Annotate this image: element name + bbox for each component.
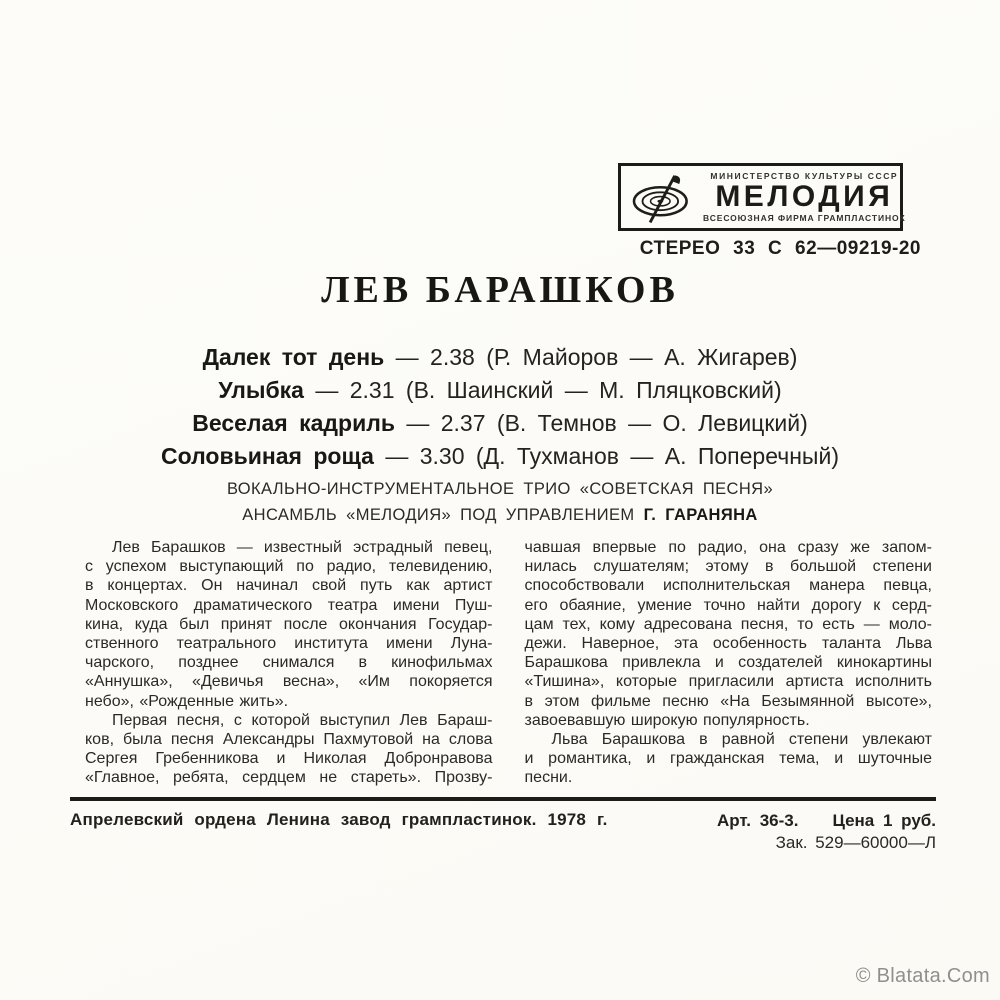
track-line xyxy=(0,407,1000,440)
track-details: — 2.38 (Р. Майоров — А. Жигарев) xyxy=(384,344,798,370)
art-price-line xyxy=(717,810,936,832)
article-line: «Тишина», которые пригласили артиста исполнить xyxy=(524,673,932,691)
imprint-codes xyxy=(717,810,936,854)
article-line: чарского, позднее снимался в кинофильмах xyxy=(85,654,493,672)
article-line: ственного театрального института имени Луна- xyxy=(85,635,493,653)
article-line: завоевавшую широкую популярность. xyxy=(524,711,810,729)
credit-line: ВОКАЛЬНО-ИНСТРУМЕНТАЛЬНОЕ ТРИО «СОВЕТСКАЯ ПЕСНЯ» xyxy=(226,480,774,498)
article-line: цам тех, кому адресована песня, то есть — моло- xyxy=(524,615,932,633)
track-title: Соловьиная роща xyxy=(161,443,374,469)
track-line xyxy=(0,440,1000,473)
article-line: дежи. Наверное, эта особенность таланта Льва xyxy=(524,635,932,653)
publisher-block xyxy=(618,163,921,260)
performer-credits xyxy=(0,476,1000,528)
article-line: Первая песня, с которой выступил Лев Бараш- xyxy=(112,711,493,729)
track-title: Веселая кадриль xyxy=(192,410,395,436)
art-number: Арт. 36-3. xyxy=(716,811,799,830)
order-number: Зак. 529—60000—Л xyxy=(775,833,936,852)
article-line: способствовали исполнительская манера певца, xyxy=(524,577,932,595)
credit-line xyxy=(0,502,1000,528)
article-line: Сергея Гребенникова и Николая Добронравова xyxy=(85,750,493,768)
article-column-right xyxy=(525,538,933,788)
article-line: «Аннушка», «Девичья весна», «Им покоряется xyxy=(85,673,493,691)
watermark: © Blatata.Com xyxy=(855,965,990,987)
article-line: нилась слушателям; этому в большой степени xyxy=(524,558,932,576)
article-line: с успехом выступающий по радио, телевидению, xyxy=(85,558,493,576)
article-column-left xyxy=(85,538,493,788)
article-line: Московского драматического театра имени Пуш- xyxy=(85,596,493,614)
track-title: Улыбка xyxy=(218,377,304,403)
article-line: Льва Барашкова в равной степени увлекают xyxy=(551,731,932,749)
track-title: Далек тот день xyxy=(202,344,385,370)
article-line: кина, куда был принят после окончания Государ- xyxy=(85,615,493,633)
liner-notes xyxy=(85,538,932,788)
ministry-label: МИНИСТЕРСТВО КУЛЬТУРЫ СССР xyxy=(710,171,899,181)
track-line xyxy=(0,374,1000,407)
article-line: в этом фильме песню «На Безымянной высоте», xyxy=(524,692,932,710)
article-line: в концертах. Он начинал свой путь как артист xyxy=(85,577,493,595)
credit-ensemble: АНСАМБЛЬ «МЕЛОДИЯ» ПОД УПРАВЛЕНИЕМ xyxy=(242,506,635,524)
article-line: чавшая впервые по радио, она сразу же запом- xyxy=(524,539,932,556)
article-line: ков, была песня Александры Пахмутовой на слова xyxy=(85,731,493,749)
catalog-number: СТЕРЕО 33 С 62—09219-20 xyxy=(639,238,921,259)
pressing-plant-label: Апрелевский ордена Ленина завод грампластинок. 1978 г. xyxy=(70,810,608,829)
article-line: Барашкова привлекла и создателей кинокартины xyxy=(524,654,932,672)
article-line: и романтика, и гражданская тема, и шуточные xyxy=(524,750,932,768)
article-line: Лев Барашков — известный эстрадный певец, xyxy=(112,539,493,556)
article-line: «Главное, ребята, сердцем не стареть». Прозву- xyxy=(85,769,493,787)
imprint-footer xyxy=(70,797,936,854)
track-line xyxy=(0,341,1000,374)
track-details: — 3.30 (Д. Тухманов — А. Поперечный) xyxy=(373,443,839,469)
track-list xyxy=(0,341,1000,473)
artist-title: ЛЕВ БАРАШКОВ xyxy=(321,269,679,311)
firm-label: ВСЕСОЮЗНАЯ ФИРМА ГРАМПЛАСТИНОК xyxy=(703,213,906,223)
track-details: — 2.31 (В. Шаинский — М. Пляцковский) xyxy=(303,377,782,403)
article-line: его обаяние, умение точно найти дорогу к серд- xyxy=(524,596,932,614)
publisher-text xyxy=(703,171,910,223)
price-label: Цена 1 руб. xyxy=(832,811,936,830)
melodiya-logo-box xyxy=(618,163,906,231)
credit-conductor: Г. ГАРАНЯНА xyxy=(643,506,758,524)
article-line: небо», «Рожденные жить». xyxy=(85,692,289,710)
track-details: — 2.37 (В. Темнов — О. Левицкий) xyxy=(394,410,808,436)
article-line: песни. xyxy=(524,769,573,787)
melodiya-record-icon xyxy=(621,167,703,227)
melodiya-brand-label: МЕЛОДИЯ xyxy=(715,180,894,213)
